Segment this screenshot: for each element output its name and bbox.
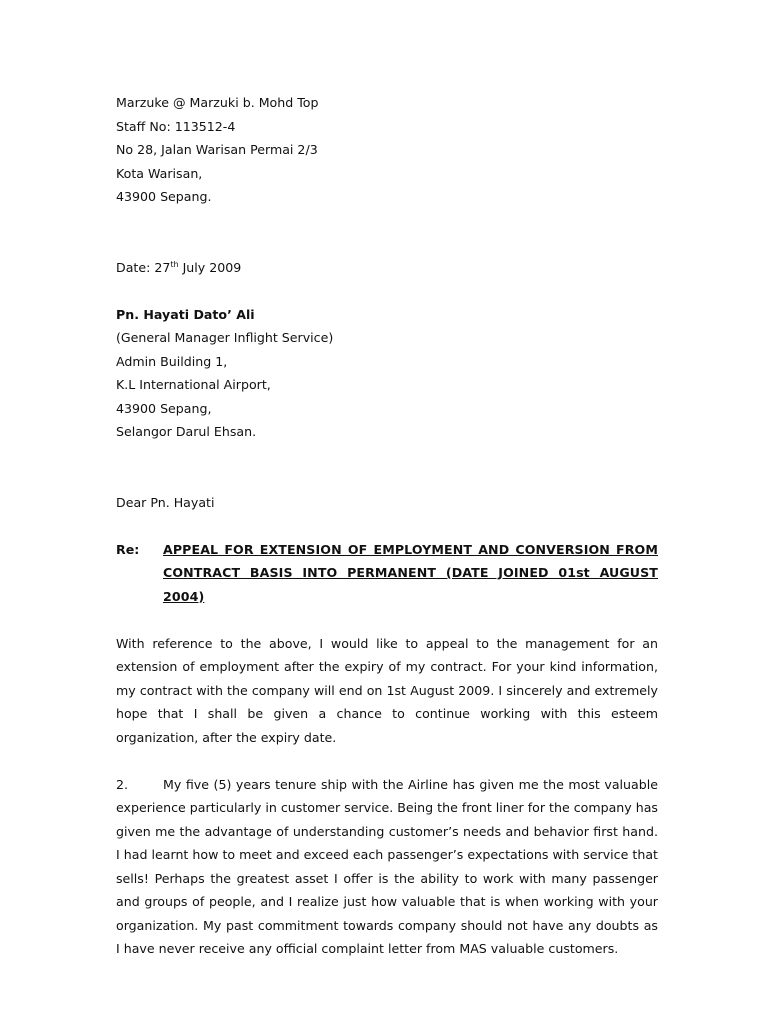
sender-address-line-1: No 28, Jalan Warisan Permai 2/3: [116, 142, 318, 157]
body-paragraph-1: With reference to the above, I would like to appeal to the management for an extension of employment after the expiry of my contract. For your kind information, my contract with the company will end on 1st August 2009. I sincerely and extremely hope that I shall be given a chance to continue working with this esteem organization, after the expiry date.: [116, 635, 658, 745]
sender-address-line-2: Kota Warisan,: [116, 165, 203, 181]
sender-block: [116, 91, 658, 209]
recipient-address-line-4: Selangor Darul Ehsan.: [116, 424, 257, 439]
recipient-address-line-1: Admin Building 1,: [116, 353, 228, 369]
paragraph-number: 2.: [116, 776, 129, 792]
sender-staff-no: Staff No: 113512-4: [116, 118, 236, 134]
date-prefix: Date: 27: [116, 259, 171, 275]
recipient-address-line-3: 43900 Sepang,: [116, 400, 212, 416]
sender-address-line-3: 43900 Sepang.: [116, 189, 212, 204]
recipient-name: Pn. Hayati Dato’ Ali: [116, 306, 255, 322]
salutation: Dear Pn. Hayati: [116, 494, 215, 510]
body-paragraph-2: [116, 773, 658, 961]
sender-name: Marzuke @ Marzuki b. Mohd Top: [116, 95, 319, 110]
letter-date: [116, 256, 658, 280]
date-rest: July 2009: [178, 259, 242, 275]
recipient-title: (General Manager Inflight Service): [116, 330, 334, 345]
letter-page: [116, 91, 658, 961]
subject-block: [116, 538, 658, 609]
subject-label: Re:: [116, 541, 140, 557]
recipient-block: [116, 303, 658, 444]
subject-text: APPEAL FOR EXTENSION OF EMPLOYMENT AND CONVERSION FROM CONTRACT BASIS INTO PERMANENT (DATE JOINED 01st AUGUST 2004): [163, 541, 658, 604]
date-ordinal-suffix: th: [170, 259, 179, 269]
body-paragraph-2-text: My five (5) years tenure ship with the Airline has given me the most valuable experience particularly in customer service. Being the front liner for the company has given me the advantage of understanding customer’s needs and behavior first hand. I had learnt how to meet and exceed each passenger’s expectations with service that sells! Perhaps the greatest asset I offer is the ability to work with many passenger and groups of people, and I realize just how valuable that is when working with your organization. My past commitment towards company should not have any doubts as I have never receive any official complaint letter from MAS valuable customers.: [116, 776, 658, 956]
recipient-address-line-2: K.L International Airport,: [116, 377, 271, 392]
